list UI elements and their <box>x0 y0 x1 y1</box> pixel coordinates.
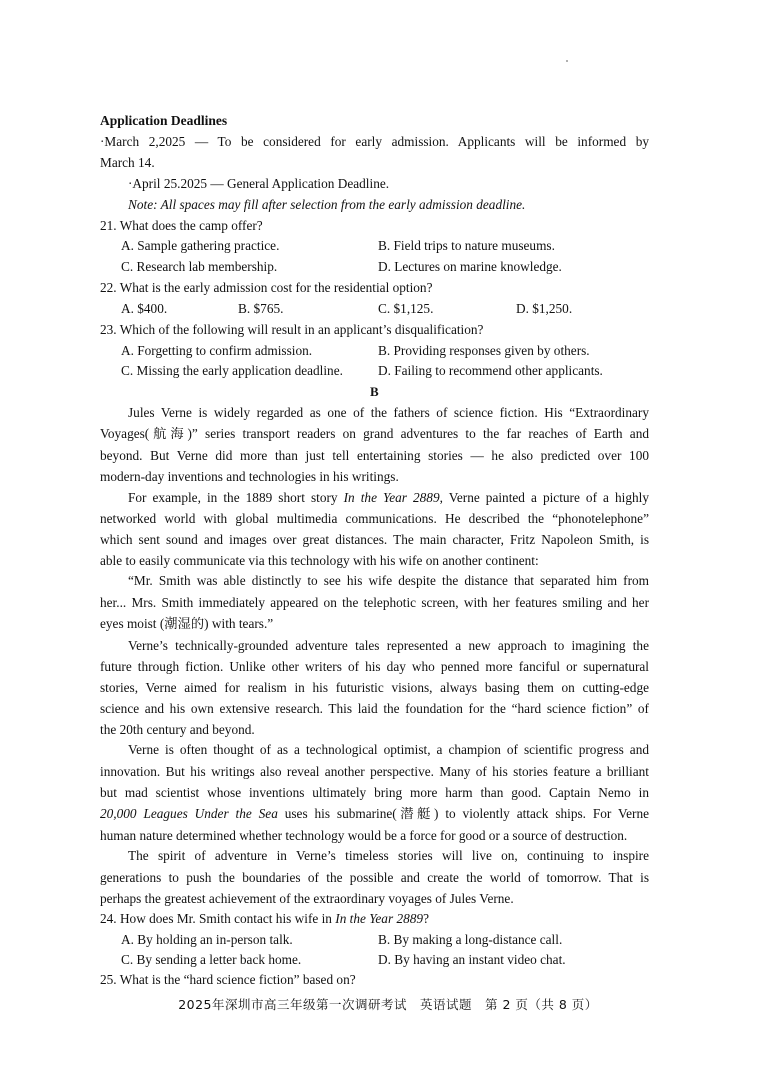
q22-option-d: D. $1,250. <box>516 301 573 316</box>
q21-option-c: C. Research lab membership. <box>121 259 278 274</box>
deadline-1-cont: March 14. <box>100 155 155 170</box>
q21-stem: 21. What does the camp offer? <box>100 218 263 233</box>
section-heading: Application Deadlines <box>100 113 228 128</box>
q23-stem: 23. Which of the following will result in an applicant’s disqualification? <box>100 322 484 337</box>
q22-stem: 22. What is the early admission cost for the residential option? <box>100 280 433 295</box>
deadline-1: ·March 2,2025 — To be considered for early admission. Applicants will be informed by <box>100 134 649 149</box>
q21-option-b: B. Field trips to nature museums. <box>378 238 555 253</box>
story-title: In the Year 2889 <box>343 490 440 505</box>
deadline-2: ·April 25.2025 — General Application Deadline. <box>128 176 390 191</box>
passage-line: future through fiction. Unlike other writers of his day who penned more fanciful or supernatural <box>100 659 649 674</box>
q22-option-c: C. $1,125. <box>378 301 434 316</box>
q24-stem: 24. How does Mr. Smith contact his wife in In the Year 2889? <box>100 911 429 926</box>
passage-line: The spirit of adventure in Verne’s timeless stories will live on, continuing to inspire <box>128 848 649 863</box>
passage-line: generations to push the boundaries of the possible and create the world of tomorrow. That is <box>100 870 649 885</box>
passage-line: able to easily communicate via this technology with his wife on another continent: <box>100 553 539 568</box>
passage-line: “Mr. Smith was able distinctly to see his wife despite the distance that separated him from <box>128 573 649 588</box>
q25-stem: 25. What is the “hard science fiction” based on? <box>100 972 356 987</box>
q23-option-a: A. Forgetting to confirm admission. <box>121 343 313 358</box>
passage-line: which sent sound and images over great distances. The main character, Fritz Napoleon Smith, is <box>100 532 649 547</box>
passage-line: but mad scientist whose inventions ultimately bring more harm than good. Captain Nemo in <box>100 785 649 800</box>
passage-line: innovation. But his writings also reveal another perspective. Many of his stories feature a brilliant <box>100 764 649 779</box>
q23-option-d: D. Failing to recommend other applicants. <box>378 363 603 378</box>
passage-line: beyond. But Verne did more than just tell entertaining stories — he also predicted over 100 <box>100 448 649 463</box>
passage-line: For example, in the 1889 short story In the Year 2889, Verne painted a picture of a highly <box>128 490 649 505</box>
q23-option-b: B. Providing responses given by others. <box>378 343 590 358</box>
passage-line: eyes moist (潮湿的) with tears.” <box>100 616 274 631</box>
passage-letter: B <box>370 384 379 399</box>
q24-option-d: D. By having an instant video chat. <box>378 952 566 967</box>
q21-option-a: A. Sample gathering practice. <box>121 238 280 253</box>
note: Note: All spaces may fill after selection from the early admission deadline. <box>128 197 526 212</box>
passage-line: her... Mrs. Smith immediately appeared on the telephotic screen, with her features smiling and her <box>100 595 649 610</box>
q23-option-c: C. Missing the early application deadline. <box>121 363 343 378</box>
passage-line: modern-day inventions and technologies in his writings. <box>100 469 399 484</box>
page-footer: 2025年深圳市高三年级第一次调研考试 英语试题 第 2 页（共 8 页） <box>178 997 598 1012</box>
passage-line: 20,000 Leagues Under the Sea uses his submarine(潜艇) to violently attack ships. For Verne <box>100 806 649 821</box>
passage-line: Jules Verne is widely regarded as one of the fathers of science fiction. His “Extraordinary <box>128 405 649 420</box>
passage-line: Verne is often thought of as a technological optimist, a champion of scientific progress and <box>128 742 649 757</box>
scan-speck <box>566 60 568 62</box>
q24-option-c: C. By sending a letter back home. <box>121 952 302 967</box>
story-title: In the Year 2889 <box>335 911 424 926</box>
passage-line: stories, Verne aimed for realism in his futuristic visions, always basing them on cutting-edge <box>100 680 649 695</box>
q22-option-b: B. $765. <box>238 301 284 316</box>
passage-line: Verne’s technically-grounded adventure tales represented a new approach to imagining the <box>128 638 649 653</box>
passage-line: networked world with global multimedia communications. He described the “phonotelephone” <box>100 511 649 526</box>
passage-line: Voyages(航海)” series transport readers on grand adventures to the far reaches of Earth and <box>100 426 649 441</box>
q22-option-a: A. $400. <box>121 301 168 316</box>
passage-line: perhaps the greatest achievement of the extraordinary voyages of Jules Verne. <box>100 891 514 906</box>
q24-option-b: B. By making a long-distance call. <box>378 932 563 947</box>
passage-line: the 20th century and beyond. <box>100 722 255 737</box>
book-title: 20,000 Leagues Under the Sea <box>100 806 278 821</box>
passage-line: science and his own extensive research. This laid the foundation for the “hard science fiction” of <box>100 701 649 716</box>
q24-option-a: A. By holding an in-person talk. <box>121 932 293 947</box>
passage-line: human nature determined whether technology would be a force for good or a source of destruction. <box>100 828 628 843</box>
q21-option-d: D. Lectures on marine knowledge. <box>378 259 562 274</box>
